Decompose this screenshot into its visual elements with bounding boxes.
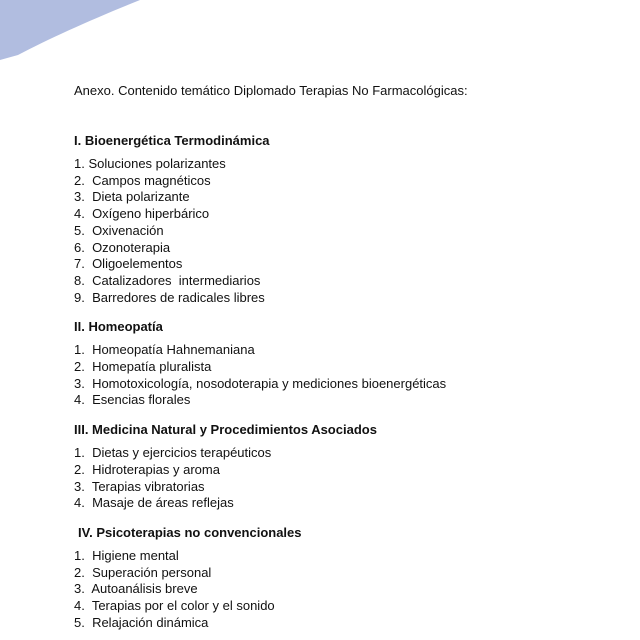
list-item: 1. Higiene mental <box>74 547 179 563</box>
list-item: 6. Ozonoterapia <box>74 239 171 255</box>
list-item: 8. Catalizadores intermediarios <box>74 272 261 288</box>
list-item: 1. Dietas y ejercicios terapéuticos <box>74 445 272 461</box>
list-item: 2. Superación personal <box>74 564 212 580</box>
topic-list <box>74 445 614 512</box>
topic-list <box>74 342 614 409</box>
section-bioenergetica <box>74 132 614 306</box>
list-item: 2. Hidroterapias y aroma <box>74 461 220 477</box>
list-item: 1. Soluciones polarizantes <box>74 156 226 171</box>
annex-intro: Anexo. Contenido temático Diplomado Terapias No Farmacológicas: <box>74 83 468 98</box>
list-item: 2. Campos magnéticos <box>74 172 211 188</box>
list-item: 3. Autoanálisis breve <box>74 581 198 597</box>
list-item: 4. Masaje de áreas reflejas <box>74 495 234 511</box>
list-item: 3. Homotoxicología, nosodoterapia y mediciones bioenergéticas <box>74 375 447 391</box>
topic-list <box>74 156 614 306</box>
section-heading: I. Bioenergética Termodinámica <box>74 133 270 148</box>
topic-list <box>74 548 614 632</box>
list-item: 4. Terapias por el color y el sonido <box>74 598 275 614</box>
section-heading: II. Homeopatía <box>74 319 163 335</box>
section-medicina-natural <box>74 421 614 512</box>
list-item: 1. Homeopatía Hahnemaniana <box>74 342 255 358</box>
list-item: 4. Esencias florales <box>74 392 191 408</box>
list-item: 7. Oligoelementos <box>74 256 183 272</box>
list-item: 3. Terapias vibratorias <box>74 478 205 494</box>
list-item: 4. Oxígeno hiperbárico <box>74 206 210 222</box>
list-item: 5. Relajación dinámica <box>74 614 209 630</box>
list-item: 5. Oxivenación <box>74 222 164 238</box>
list-item: 3. Dieta polarizante <box>74 189 190 205</box>
corner-decoration <box>0 0 200 60</box>
section-homeopatia <box>74 318 614 409</box>
section-psicoterapias <box>74 524 614 632</box>
list-item: 9. Barredores de radicales libres <box>74 289 265 305</box>
section-heading: III. Medicina Natural y Procedimientos Asociados <box>74 422 377 438</box>
section-heading: IV. Psicoterapias no convencionales <box>78 524 302 540</box>
list-item: 2. Homepatía pluralista <box>74 359 212 375</box>
document-page <box>74 82 614 631</box>
